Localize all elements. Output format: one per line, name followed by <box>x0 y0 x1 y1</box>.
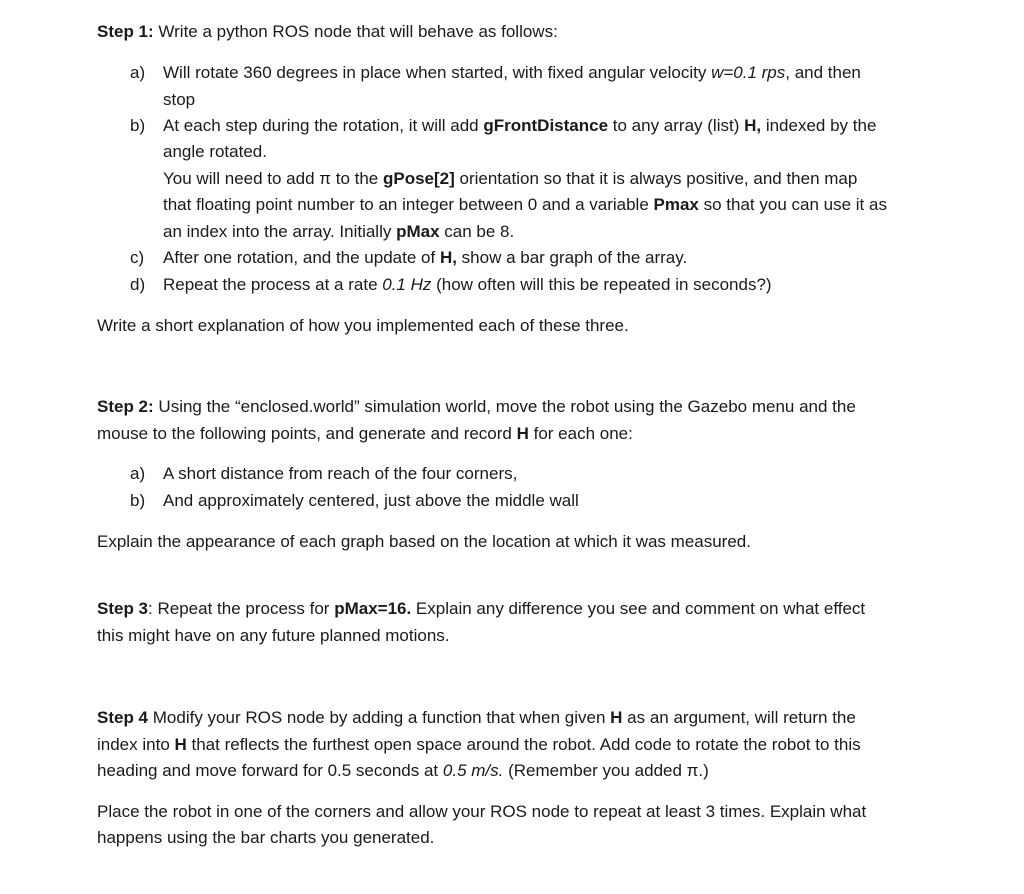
step3-label: Step 3 <box>97 599 149 618</box>
step4-para2-line2: happens using the bar charts you generated. <box>97 828 435 847</box>
step4-label: Step 4 <box>97 708 149 727</box>
step1-b-line2: angle rotated. <box>163 142 267 161</box>
step4-line3: heading and move forward for 0.5 seconds at 0.5 m/s. (Remember you added π.) <box>97 761 709 780</box>
step4-heading: Step 4 Modify your ROS node by adding a function that when given H as an argument, will return the <box>97 708 856 727</box>
step1-b-line4: that floating point number to an integer between 0 and a variable Pmax so that you can use it as <box>163 195 887 214</box>
step2-b-marker: b) <box>130 491 146 510</box>
step1-c-marker: c) <box>130 248 145 267</box>
step1-b-marker: b) <box>130 116 146 135</box>
step1-a-line1: Will rotate 360 degrees in place when started, with fixed angular velocity w=0.1 rps, and then <box>163 63 861 82</box>
step2-heading: Step 2: Using the “enclosed.world” simulation world, move the robot using the Gazebo menu and the <box>97 397 856 416</box>
step1-explain: Write a short explanation of how you implemented each of these three. <box>97 316 629 335</box>
step2-a-text: A short distance from reach of the four corners, <box>163 464 518 483</box>
step1-a-line2: stop <box>163 90 196 109</box>
step1-d-line: Repeat the process at a rate 0.1 Hz (how often will this be repeated in seconds?) <box>163 275 772 294</box>
step3-heading: Step 3: Repeat the process for pMax=16. Explain any difference you see and comment on what effect <box>97 599 866 618</box>
step1-d-marker: d) <box>130 275 146 294</box>
step1-heading <box>97 22 558 42</box>
step2-line2: mouse to the following points, and generate and record H for each one: <box>97 424 633 443</box>
step2-b-text: And approximately centered, just above the middle wall <box>163 491 579 510</box>
step1-b-line5: an index into the array. Initially pMax can be 8. <box>163 222 515 241</box>
step1-intro: Write a python ROS node that will behave as follows: <box>153 22 558 41</box>
step1-label: Step 1: <box>97 22 154 41</box>
step1-c-line: After one rotation, and the update of H, show a bar graph of the array. <box>163 248 688 267</box>
step2-label: Step 2: <box>97 397 154 416</box>
step2-explain: Explain the appearance of each graph based on the location at which it was measured. <box>97 532 751 551</box>
step3-line2: this might have on any future planned motions. <box>97 626 450 645</box>
step1-b-line3: You will need to add π to the gPose[2] orientation so that it is always positive, and then map <box>163 169 858 188</box>
step4-line2: index into H that reflects the furthest open space around the robot. Add code to rotate the robot to this <box>97 735 861 754</box>
step2-a-marker: a) <box>130 464 146 483</box>
step1-a-marker: a) <box>130 63 146 82</box>
step1-b-line1: At each step during the rotation, it will add gFrontDistance to any array (list) H, indexed by the <box>163 116 877 135</box>
angular-velocity-value: w=0.1 rps <box>711 63 786 82</box>
step4-para2-line1: Place the robot in one of the corners and allow your ROS node to repeat at least 3 times. Explain what <box>97 802 867 821</box>
